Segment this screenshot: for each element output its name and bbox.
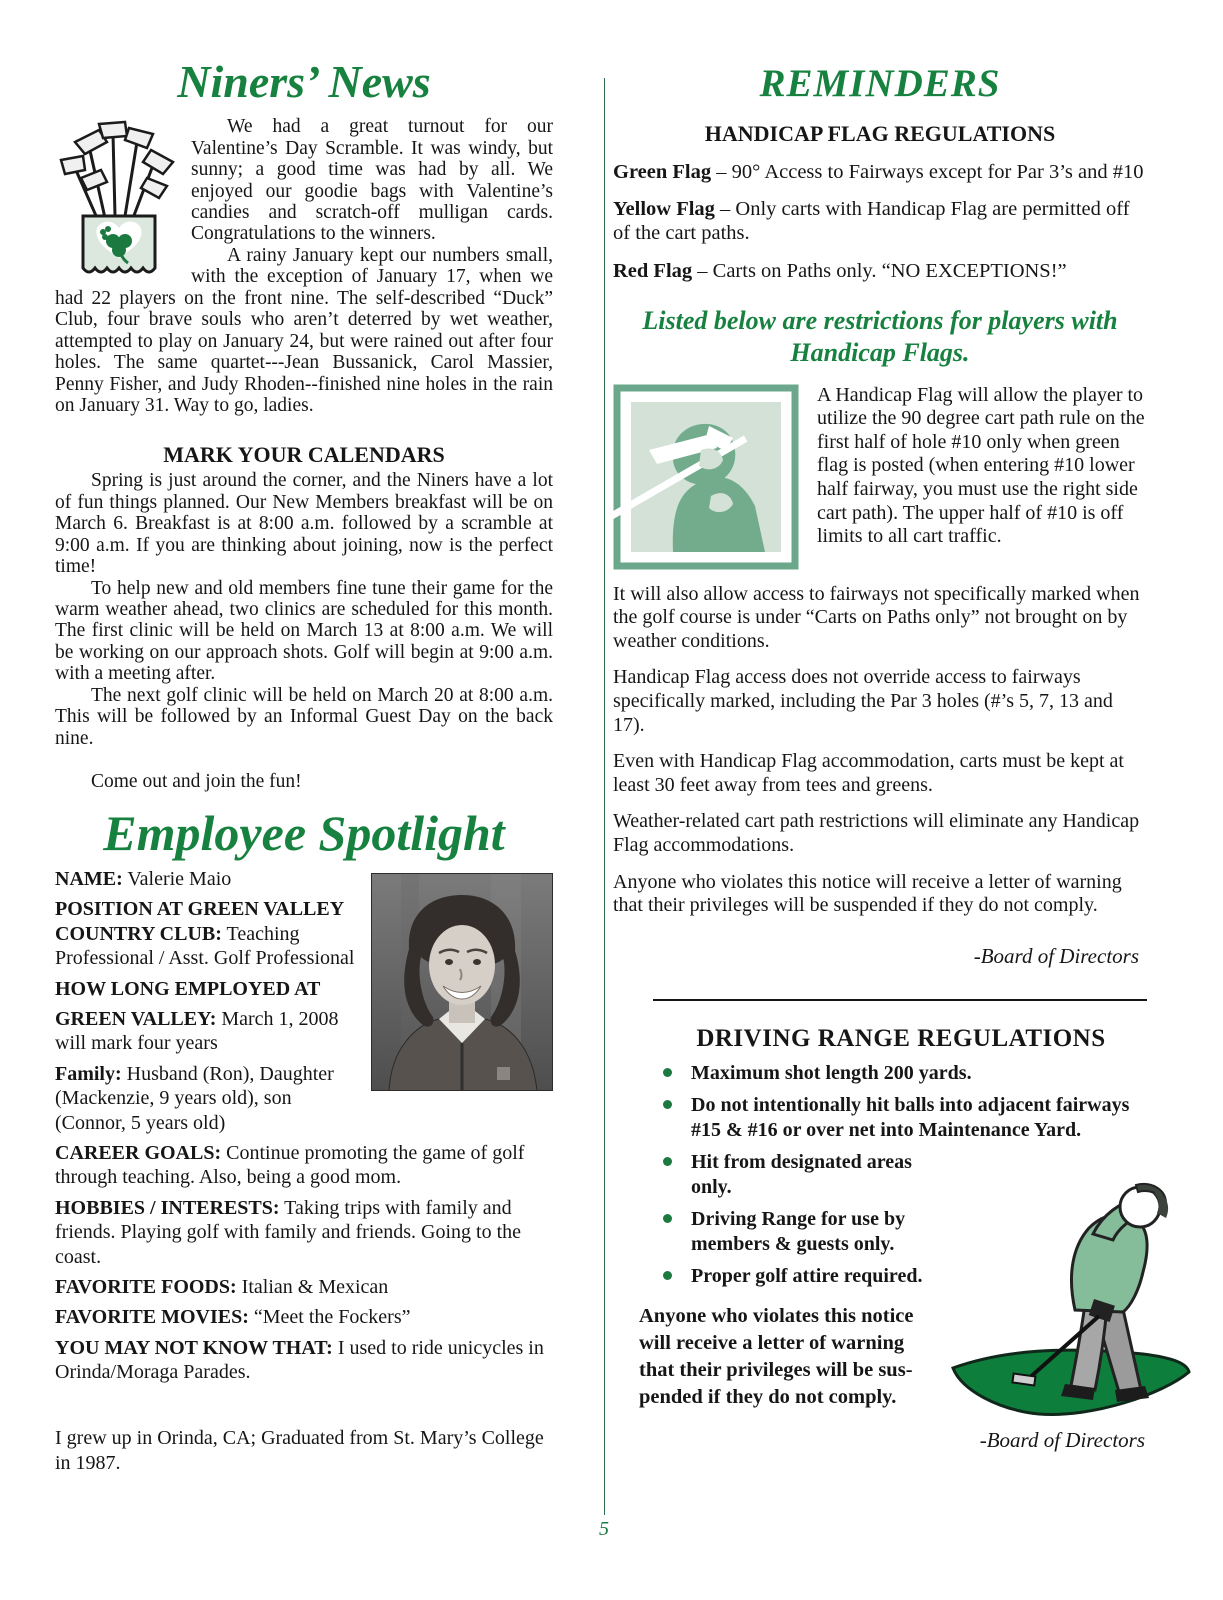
section-divider-rule: [653, 999, 1147, 1001]
spotlight-item-name: NAME: Valerie Maio: [55, 868, 232, 891]
yellow-flag-rule: Yellow Flag – Only carts with Handicap Flag are permitted off of the cart paths.: [613, 198, 1130, 245]
left-column: [55, 50, 553, 1496]
column-divider: [604, 78, 605, 1515]
violation-warning: Anyone who violates this notice will receive a letter of warning that their privileges will be sus- pended if they do not comply.: [639, 1304, 914, 1408]
driving-range-heading: DRIVING RANGE REGULATIONS: [696, 1024, 1106, 1052]
spotlight-item-position: POSITION AT GREEN VALLEY COUNTRY CLUB: Teaching Professional / Asst. Golf Professional: [55, 898, 355, 970]
spotlight-item-hobbies: HOBBIES / INTERESTS: Taking trips with family and friends. Playing golf with family and friends. Going to the coast.: [55, 1196, 522, 1268]
handicap-flag-detail: [613, 384, 1147, 570]
golf-clubs-clipart-icon: [55, 120, 179, 280]
bullet-icon: [663, 1214, 672, 1223]
board-signature-1: -Board of Directors: [973, 943, 1139, 968]
handicap-flag-regulations-heading: HANDICAP FLAG REGULATIONS: [704, 120, 1056, 146]
board-signature-2: -Board of Directors: [979, 1427, 1145, 1452]
niners-news-section: [55, 116, 553, 416]
calendars-paragraph-1: Spring is just around the corner, and the Niners have a lot of fun things planned. Our New Members breakfast will be on March 6. Breakfast is at 8:00 a.m. followed by a scramble at 9:00 a.m. If you are thinking about joining, now is the perfect time!: [55, 470, 553, 578]
restrictions-heading: Listed below are restrictions for players with Handicap Flags.: [642, 305, 1118, 368]
spotlight-item-favorite-foods: FAVORITE FOODS: Italian & Mexican: [55, 1275, 389, 1298]
spotlight-item-employed-2: GREEN VALLEY: March 1, 2008 will mark four years: [55, 1008, 339, 1055]
handicap-paragraph-3: Even with Handicap Flag accommodation, carts must be kept at least 30 feet away from tees and greens.: [613, 750, 1124, 796]
calendars-paragraph-3: The next golf clinic will be held on March 20 at 8:00 a.m. This will be followed by an Informal Guest Day on the back nine.: [55, 684, 553, 749]
employee-portrait-photo: [371, 873, 553, 1091]
driving-range-bullet-1: Maximum shot length 200 yards.: [655, 1061, 1147, 1086]
spotlight-item-favorite-movies: FAVORITE MOVIES: “Meet the Fockers”: [55, 1306, 411, 1329]
page-number: 5: [599, 1518, 609, 1540]
mark-your-calendars-heading: MARK YOUR CALENDARS: [163, 442, 445, 468]
spotlight-item-employed-1: HOW LONG EMPLOYED AT: [55, 977, 321, 1000]
news-paragraph-2: A rainy January kept our numbers small, with the exception of January 17, when we had 22 players on the front nine. The self-described “Duck” Club, four brave souls who aren’t deterred by wet weather, attempted to play on January 24, but were rained out after four holes. The same quartet---Jean Bussanick, Carol Massier, Penny Fisher, and Judy Rhoden--finished nine holes in the rain on January 31. Way to go, ladies.: [55, 244, 553, 416]
bio-line: I grew up in Orinda, CA; Graduated from St. Mary’s College in 1987.: [55, 1427, 544, 1475]
driving-range-bullet-4: Driving Range for use by members & guests only.: [655, 1207, 1147, 1257]
red-flag-rule: Red Flag – Carts on Paths only. “NO EXCEPTIONS!”: [613, 259, 1067, 282]
bullet-icon: [663, 1157, 672, 1166]
closing-line: Come out and join the fun!: [91, 771, 302, 793]
employee-spotlight-section: [55, 867, 553, 1384]
bullet-icon: [663, 1068, 672, 1077]
bullet-icon: [663, 1271, 672, 1280]
driving-range-bullet-5: Proper golf attire required.: [655, 1264, 1147, 1289]
spotlight-item-fun-fact: YOU MAY NOT KNOW THAT: I used to ride unicycles in Orinda/Moraga Parades.: [55, 1336, 544, 1384]
handicap-paragraph-4: Weather-related cart path restrictions will eliminate any Handicap Flag accommodations.: [613, 810, 1140, 857]
golfer-swing-graphic-icon: [613, 384, 799, 570]
handicap-paragraph-5: Anyone who violates this notice will receive a letter of warning that their privileges will be suspended if they do not comply.: [613, 870, 1122, 917]
spotlight-item-family: Family: Husband (Ron), Daughter (Mackenzie, 9 years old), son (Connor, 5 years old): [55, 1062, 334, 1134]
news-paragraph-1: We had a great turnout for our Valentine’s Day Scramble. It was windy, but sunny; a good time was had by all. We enjoyed our goodie bags with Valentine’s candies and scratch-off mulligan cards. Congratulations to the winners.: [191, 116, 553, 245]
right-column: [613, 50, 1147, 1453]
driving-range-section: [613, 1025, 1147, 1453]
spotlight-item-career-goals: CAREER GOALS: Continue promoting the game of golf through teaching. Also, being a good mom.: [55, 1141, 525, 1189]
handicap-paragraph-2: Handicap Flag access does not override access to fairways specifically marked, including the Par 3 holes (#’s 5, 7, 13 and 17).: [613, 666, 1113, 736]
reminders-title: REMINDERS: [759, 62, 1001, 105]
bullet-icon: [663, 1100, 672, 1109]
employee-spotlight-title: Employee Spotlight: [103, 804, 505, 861]
handicap-paragraph-1: It will also allow access to fairways not specifically marked when the golf course is under “Carts on Paths only” not brought on by weather conditions.: [613, 582, 1140, 652]
driving-range-bullet-3: Hit from designated areas only.: [655, 1150, 1147, 1200]
handicap-flag-paragraph: A Handicap Flag will allow the player to utilize the 90 degree cart path rule on the first half of hole #10 only when green flag is posted (when entering #10 lower half fairway, you must use the right side cart path). The upper half of #10 is off limits to all cart traffic.: [817, 383, 1145, 548]
niners-news-title: Niners’ News: [177, 56, 431, 107]
green-flag-rule: Green Flag – 90° Access to Fairways except for Par 3’s and #10: [613, 160, 1144, 183]
calendars-paragraph-2: To help new and old members fine tune their game for the warm weather ahead, two clinics are scheduled for this month. The first clinic will be held on March 13 at 8:00 a.m. We will be working on our approach shots. Golf will begin at 9:00 a.m. with a meeting after.: [55, 577, 553, 685]
driving-range-bullet-2: Do not intentionally hit balls into adjacent fairways #15 & #16 or over net into Maintenance Yard.: [655, 1093, 1147, 1143]
golfer-looking-up-graphic-icon: [943, 1154, 1191, 1426]
